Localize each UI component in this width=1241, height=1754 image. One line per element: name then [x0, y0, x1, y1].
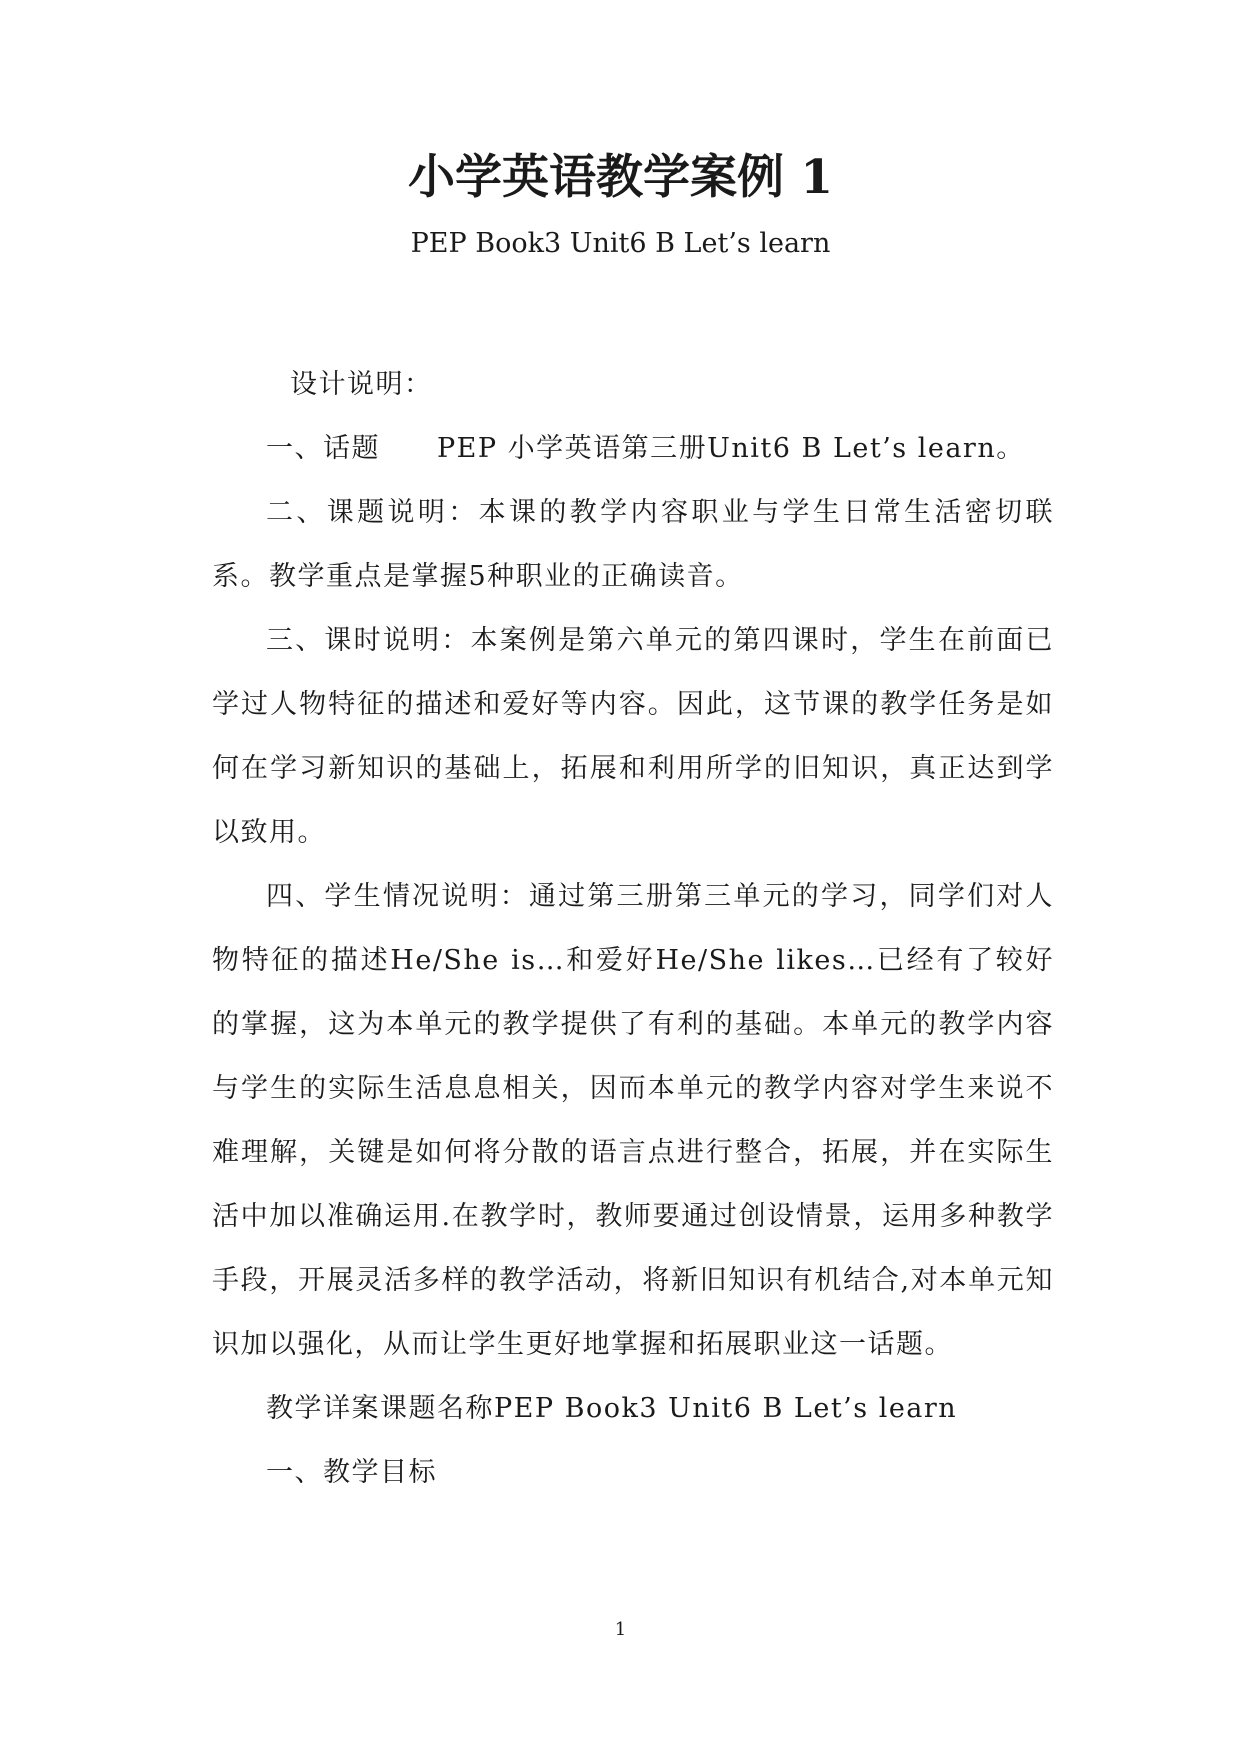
design-label: 设计说明： — [290, 369, 433, 400]
paragraph-objectives-heading: 一、教学目标 — [266, 1457, 437, 1488]
paragraph-topic: 一、话题 PEP 小学英语第三册Unit6 B Let’s learn。 — [266, 433, 1025, 464]
document-title: 小学英语教学案例 1 — [407, 150, 834, 205]
paragraph-plan-title: 教学详案课题名称PEP Book3 Unit6 B Let’s learn — [266, 1393, 958, 1424]
paragraph-lesson-note: 三、课时说明：本案例是第六单元的第四课时，学生在前面已学过人物特征的描述和爱好等内容。因此，这节课的教学任务是如何在学习新知识的基础上，拓展和利用所学的旧知识，真正达到学以致用。 — [212, 625, 1054, 848]
paragraph-student-note: 四、学生情况说明：通过第三册第三单元的学习，同学们对人物特征的描述He/She is…和爱好He/She likes…已经有了较好的掌握，这为本单元的教学提供了有利的基础。本单元的教学内容与学生的实际生活息息相关，因而本单元的教学内容对学生来说不难理解，关键是如何将分散的语言点进行整合，拓展，并在实际生活中加以准确运用.在教学时，教师要通过创设情景，运用多种教学手段，开展灵活多样的教学活动，将新旧知识有机结合,对本单元知识加以强化，从而让学生更好地掌握和拓展职业这一话题。 — [212, 881, 1054, 1360]
paragraph-subject-note: 二、课题说明：本课的教学内容职业与学生日常生活密切联系。教学重点是掌握5种职业的正确读音。 — [212, 497, 1054, 592]
document-subtitle: PEP Book3 Unit6 B Let’s learn — [410, 228, 831, 259]
document-body — [212, 353, 1054, 1505]
page-number: 1 — [614, 1619, 627, 1640]
